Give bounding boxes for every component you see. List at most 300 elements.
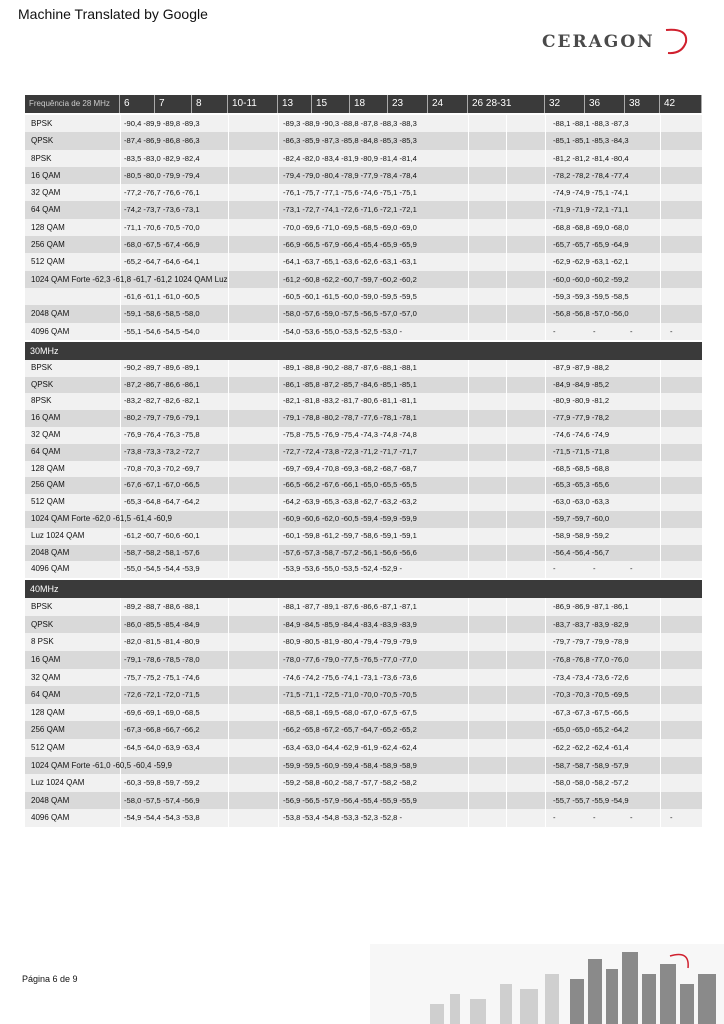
table-row — [25, 721, 702, 739]
modulation-label: 2048 QAM — [31, 309, 70, 319]
sensitivity-values-6-8ghz: -87,2 -86,7 -86,6 -86,1 — [124, 379, 200, 389]
column-divider — [660, 236, 661, 253]
column-divider — [468, 739, 469, 757]
sensitivity-values-13-23ghz: -57,6 -57,3 -58,7 -57,2 -56,1 -56,6 -56,6 — [283, 547, 417, 557]
sensitivity-values-6-8ghz: -61,6 -61,1 -61,0 -60,5 — [124, 291, 200, 301]
column-divider — [545, 219, 546, 236]
column-divider — [468, 167, 469, 184]
sensitivity-values-13-23ghz: -60,9 -60,6 -62,0 -60,5 -59,4 -59,9 -59,9 — [283, 514, 417, 524]
column-divider — [278, 132, 279, 149]
modulation-label: 2048 QAM — [31, 547, 70, 557]
column-divider — [660, 219, 661, 236]
column-divider — [468, 494, 469, 511]
column-divider — [120, 809, 121, 827]
sensitivity-values-32-38ghz: -65,3 -65,3 -65,6 — [553, 480, 610, 490]
sensitivity-values-32-38ghz: -65,0 -65,0 -65,2 -64,2 — [553, 725, 629, 735]
column-divider — [506, 219, 507, 236]
column-divider — [120, 150, 121, 167]
column-divider — [545, 393, 546, 410]
sensitivity-values-32-38ghz: -58,0 -58,0 -58,2 -57,2 — [553, 778, 629, 788]
column-divider — [506, 271, 507, 288]
column-divider — [660, 271, 661, 288]
page-number: Página 6 de 9 — [22, 974, 78, 984]
column-divider — [660, 132, 661, 149]
column-divider — [660, 360, 661, 377]
column-divider — [545, 305, 546, 322]
column-divider — [120, 545, 121, 562]
modulation-label: Luz 1024 QAM — [31, 778, 85, 788]
modulation-label: 512 QAM — [31, 497, 65, 507]
sensitivity-value-empty: - — [553, 813, 556, 823]
modulation-label: 64 QAM — [31, 446, 61, 456]
column-divider — [660, 323, 661, 340]
sensitivity-values-6-8ghz: -83,5 -83,0 -82,9 -82,4 — [124, 153, 200, 163]
sensitivity-values-13-23ghz: -79,4 -79,0 -80,4 -78,9 -77,9 -78,4 -78,4 — [283, 170, 417, 180]
sensitivity-value-empty: - — [630, 564, 633, 574]
column-divider — [120, 792, 121, 810]
column-divider — [545, 377, 546, 394]
sensitivity-values-13-23ghz: -53,9 -53,6 -55,0 -53,5 -52,4 -52,9 - — [283, 564, 403, 574]
column-divider — [506, 236, 507, 253]
column-header: 13 — [278, 95, 312, 113]
column-divider — [468, 410, 469, 427]
sensitivity-values-32-38ghz: -74,9 -74,9 -75,1 -74,1 — [553, 188, 629, 198]
column-divider — [506, 598, 507, 616]
column-divider — [545, 271, 546, 288]
column-divider — [278, 669, 279, 687]
modulation-label: BPSK — [31, 119, 53, 128]
column-divider — [228, 236, 229, 253]
column-divider — [228, 704, 229, 722]
sensitivity-values-6-8ghz: -65,2 -64,7 -64,6 -64,1 — [124, 257, 200, 267]
column-header: 7 — [155, 95, 192, 113]
column-divider — [120, 427, 121, 444]
column-divider — [660, 561, 661, 578]
column-divider — [468, 477, 469, 494]
column-divider — [660, 669, 661, 687]
sensitivity-values-6-8ghz: -61,2 -60,7 -60,6 -60,1 — [124, 530, 200, 540]
column-divider — [228, 651, 229, 669]
column-divider — [468, 323, 469, 340]
sensitivity-value-empty: - — [553, 326, 556, 336]
column-divider — [545, 427, 546, 444]
sensitivity-values-13-23ghz: -86,3 -85,9 -87,3 -85,8 -84,8 -85,3 -85,3 — [283, 136, 417, 146]
column-divider — [506, 305, 507, 322]
modulation-label: 1024 QAM Forte -61,0 -60,5 -60,4 -59,9 — [31, 760, 172, 770]
table-row — [25, 393, 702, 410]
table-row — [25, 669, 702, 687]
column-divider — [278, 792, 279, 810]
modulation-label: 512 QAM — [31, 742, 65, 752]
modulation-label: 256 QAM — [31, 240, 65, 250]
table-row — [25, 704, 702, 722]
column-divider — [660, 757, 661, 775]
column-divider — [278, 561, 279, 578]
column-divider — [660, 477, 661, 494]
column-divider — [120, 461, 121, 478]
column-divider — [120, 236, 121, 253]
sensitivity-values-13-23ghz: -80,9 -80,5 -81,9 -80,4 -79,4 -79,9 -79,9 — [283, 637, 417, 647]
column-divider — [278, 167, 279, 184]
modulation-label: 128 QAM — [31, 707, 65, 717]
column-divider — [120, 598, 121, 616]
column-divider — [278, 616, 279, 634]
sensitivity-values-6-8ghz: -75,7 -75,2 -75,1 -74,6 — [124, 672, 200, 682]
sensitivity-values-32-38ghz: -56,8 -56,8 -57,0 -56,0 — [553, 309, 629, 319]
column-divider — [545, 651, 546, 669]
column-divider — [660, 792, 661, 810]
sensitivity-values-32-38ghz: -63,0 -63,0 -63,3 — [553, 497, 610, 507]
column-divider — [545, 669, 546, 687]
column-divider — [660, 150, 661, 167]
table-row — [25, 545, 702, 562]
column-divider — [228, 201, 229, 218]
modulation-label: 256 QAM — [31, 725, 65, 735]
table-row — [25, 616, 702, 634]
column-divider — [278, 253, 279, 270]
column-divider — [506, 651, 507, 669]
sensitivity-values-6-8ghz: -77,2 -76,7 -76,6 -76,1 — [124, 188, 200, 198]
column-divider — [545, 528, 546, 545]
column-divider — [120, 477, 121, 494]
column-divider — [506, 721, 507, 739]
column-divider — [228, 461, 229, 478]
modulation-label: 1024 QAM Forte -62,0 -61,5 -61,4 -60,9 — [31, 514, 172, 524]
column-divider — [545, 150, 546, 167]
table-row — [25, 271, 702, 288]
column-divider — [660, 410, 661, 427]
column-divider — [506, 809, 507, 827]
column-divider — [278, 704, 279, 722]
column-divider — [506, 132, 507, 149]
column-divider — [468, 792, 469, 810]
column-divider — [506, 704, 507, 722]
sensitivity-values-13-23ghz: -86,1 -85,8 -87,2 -85,7 -84,6 -85,1 -85,1 — [283, 379, 417, 389]
column-divider — [545, 288, 546, 305]
table-row — [25, 167, 702, 184]
column-divider — [468, 288, 469, 305]
column-divider — [120, 669, 121, 687]
table-row — [25, 461, 702, 478]
sensitivity-values-32-38ghz: -74,6 -74,6 -74,9 — [553, 430, 610, 440]
column-header: 18 — [350, 95, 388, 113]
sensitivity-values-32-38ghz: -55,7 -55,7 -55,9 -54,9 — [553, 795, 629, 805]
table-row — [25, 184, 702, 201]
sensitivity-values-6-8ghz: -74,2 -73,7 -73,6 -73,1 — [124, 205, 200, 215]
modulation-label: 512 QAM — [31, 257, 65, 267]
column-divider — [468, 219, 469, 236]
modulation-label: QPSK — [31, 136, 54, 146]
column-divider — [660, 616, 661, 634]
column-divider — [506, 477, 507, 494]
sensitivity-values-6-8ghz: -79,1 -78,6 -78,5 -78,0 — [124, 655, 200, 664]
sensitivity-values-32-38ghz: -71,5 -71,5 -71,8 — [553, 446, 610, 456]
sensitivity-values-32-38ghz: -81,2 -81,2 -81,4 -80,4 — [553, 153, 629, 163]
column-divider — [278, 477, 279, 494]
column-divider — [278, 115, 279, 132]
table-row — [25, 598, 702, 616]
logo-text: CERAGON — [542, 32, 655, 52]
sensitivity-values-13-23ghz: -76,1 -75,7 -77,1 -75,6 -74,6 -75,1 -75,1 — [283, 188, 417, 198]
sensitivity-values-13-23ghz: -58,0 -57,6 -59,0 -57,5 -56,5 -57,0 -57,0 — [283, 309, 417, 319]
column-divider — [660, 377, 661, 394]
column-divider — [228, 410, 229, 427]
column-divider — [278, 633, 279, 651]
table-row — [25, 477, 702, 494]
sensitivity-values-32-38ghz: -73,4 -73,4 -73,6 -72,6 — [553, 672, 629, 682]
city-skyline-image — [370, 944, 724, 1024]
column-divider — [660, 809, 661, 827]
column-divider — [506, 201, 507, 218]
sensitivity-values-32-38ghz: -78,2 -78,2 -78,4 -77,4 — [553, 170, 629, 180]
column-divider — [545, 774, 546, 792]
modulation-label: 32 QAM — [31, 672, 61, 682]
column-divider — [506, 360, 507, 377]
sensitivity-value-empty: - — [630, 326, 633, 336]
column-divider — [506, 115, 507, 132]
sensitivity-values-32-38ghz: -71,9 -71,9 -72,1 -71,1 — [553, 205, 629, 215]
sensitivity-values-13-23ghz: -53,8 -53,4 -54,8 -53,3 -52,3 -52,8 - — [283, 813, 403, 823]
column-divider — [660, 721, 661, 739]
modulation-label: 64 QAM — [31, 690, 61, 700]
sensitivity-values-32-38ghz: -68,8 -68,8 -69,0 -68,0 — [553, 222, 629, 232]
column-divider — [468, 669, 469, 687]
column-divider — [545, 704, 546, 722]
modulation-label: 16 QAM — [31, 655, 61, 664]
sensitivity-values-13-23ghz: -66,2 -65,8 -67,2 -65,7 -64,7 -65,2 -65,2 — [283, 725, 417, 735]
column-divider — [468, 633, 469, 651]
column-divider — [278, 323, 279, 340]
modulation-label: 4096 QAM — [31, 564, 70, 574]
column-divider — [278, 686, 279, 704]
sensitivity-values-32-38ghz: -80,9 -80,9 -81,2 — [553, 396, 610, 406]
column-divider — [660, 393, 661, 410]
column-divider — [278, 651, 279, 669]
column-divider — [278, 410, 279, 427]
sensitivity-values-6-8ghz: -55,1 -54,6 -54,5 -54,0 — [124, 326, 200, 336]
modulation-label: 128 QAM — [31, 222, 65, 232]
column-divider — [468, 528, 469, 545]
column-divider — [660, 545, 661, 562]
column-divider — [278, 271, 279, 288]
sensitivity-values-32-38ghz: -62,9 -62,9 -63,1 -62,1 — [553, 257, 629, 267]
modulation-label: 16 QAM — [31, 413, 61, 423]
sensitivity-values-6-8ghz: -60,3 -59,8 -59,7 -59,2 — [124, 778, 200, 788]
column-divider — [228, 305, 229, 322]
column-divider — [545, 561, 546, 578]
modulation-label: 4096 QAM — [31, 326, 70, 336]
column-divider — [228, 360, 229, 377]
table-header — [25, 95, 702, 113]
sensitivity-values-6-8ghz: -67,3 -66,8 -66,7 -66,2 — [124, 725, 200, 735]
column-divider — [120, 115, 121, 132]
sensitivity-values-6-8ghz: -70,8 -70,3 -70,2 -69,7 — [124, 463, 200, 473]
column-divider — [506, 494, 507, 511]
column-header: 6 — [120, 95, 155, 113]
column-divider — [468, 721, 469, 739]
modulation-label: BPSK — [31, 602, 53, 612]
column-divider — [545, 598, 546, 616]
column-divider — [506, 323, 507, 340]
table-row — [25, 201, 702, 218]
column-divider — [468, 757, 469, 775]
table-row — [25, 360, 702, 377]
column-divider — [120, 774, 121, 792]
column-divider — [120, 360, 121, 377]
modulation-label: BPSK — [31, 362, 53, 372]
column-divider — [506, 528, 507, 545]
column-divider — [506, 253, 507, 270]
column-divider — [120, 651, 121, 669]
column-divider — [506, 184, 507, 201]
sensitivity-values-13-23ghz: -59,2 -58,8 -60,2 -58,7 -57,7 -58,2 -58,2 — [283, 778, 417, 788]
column-divider — [660, 461, 661, 478]
column-divider — [468, 461, 469, 478]
table-row — [25, 528, 702, 545]
table-row — [25, 377, 702, 394]
modulation-label: 32 QAM — [31, 430, 61, 440]
column-divider — [120, 721, 121, 739]
sensitivity-values-32-38ghz: -62,2 -62,2 -62,4 -61,4 — [553, 742, 629, 752]
modulation-label: 64 QAM — [31, 205, 61, 215]
column-divider — [228, 774, 229, 792]
sensitivity-values-32-38ghz: -56,4 -56,4 -56,7 — [553, 547, 610, 557]
column-divider — [506, 633, 507, 651]
column-divider — [506, 461, 507, 478]
column-divider — [228, 528, 229, 545]
table-row — [25, 792, 702, 810]
sensitivity-values-32-38ghz: -59,7 -59,7 -60,0 — [553, 514, 610, 524]
column-divider — [228, 219, 229, 236]
sensitivity-values-32-38ghz: -68,5 -68,5 -68,8 — [553, 463, 610, 473]
column-divider — [468, 561, 469, 578]
column-divider — [468, 444, 469, 461]
sensitivity-values-32-38ghz: -60,0 -60,0 -60,2 -59,2 — [553, 274, 629, 284]
column-divider — [228, 561, 229, 578]
table-row — [25, 410, 702, 427]
column-divider — [545, 410, 546, 427]
column-divider — [660, 288, 661, 305]
column-divider — [278, 528, 279, 545]
table-row — [25, 686, 702, 704]
column-divider — [660, 651, 661, 669]
table-row — [25, 115, 702, 132]
column-divider — [468, 236, 469, 253]
sensitivity-values-13-23ghz: -61,2 -60,8 -62,2 -60,7 -59,7 -60,2 -60,2 — [283, 274, 417, 284]
sensitivity-values-13-23ghz: -88,1 -87,7 -89,1 -87,6 -86,6 -87,1 -87,1 — [283, 602, 417, 612]
sensitivity-value-empty: - — [630, 813, 633, 823]
sensitivity-values-13-23ghz: -71,5 -71,1 -72,5 -71,0 -70,0 -70,5 -70,5 — [283, 690, 417, 700]
column-divider — [278, 511, 279, 528]
column-header: 42 — [660, 95, 702, 113]
table-row — [25, 305, 702, 322]
sensitivity-value-empty: - — [593, 326, 596, 336]
column-divider — [120, 132, 121, 149]
column-divider — [506, 774, 507, 792]
column-divider — [660, 201, 661, 218]
table-row — [25, 444, 702, 461]
column-divider — [228, 545, 229, 562]
ceragon-logo — [542, 26, 692, 56]
column-divider — [545, 167, 546, 184]
column-divider — [545, 757, 546, 775]
column-divider — [506, 511, 507, 528]
machine-translation-banner: Machine Translated by Google — [18, 6, 208, 22]
table-row — [25, 739, 702, 757]
column-divider — [468, 201, 469, 218]
column-divider — [120, 444, 121, 461]
column-divider — [506, 757, 507, 775]
sensitivity-values-13-23ghz: -74,6 -74,2 -75,6 -74,1 -73,1 -73,6 -73,6 — [283, 672, 417, 682]
column-divider — [120, 377, 121, 394]
sensitivity-values-6-8ghz: -68,0 -67,5 -67,4 -66,9 — [124, 240, 200, 250]
column-divider — [660, 427, 661, 444]
sensitivity-values-13-23ghz: -84,9 -84,5 -85,9 -84,4 -83,4 -83,9 -83,9 — [283, 619, 417, 629]
column-divider — [228, 721, 229, 739]
column-divider — [228, 288, 229, 305]
sensitivity-values-6-8ghz: -76,9 -76,4 -76,3 -75,8 — [124, 430, 200, 440]
table-row — [25, 236, 702, 253]
column-divider — [660, 253, 661, 270]
column-divider — [545, 809, 546, 827]
sensitivity-value-empty: - — [670, 813, 673, 823]
column-divider — [120, 633, 121, 651]
sensitivity-value-empty: - — [670, 326, 673, 336]
sensitivity-values-13-23ghz: -66,5 -66,2 -67,6 -66,1 -65,0 -65,5 -65,5 — [283, 480, 417, 490]
sensitivity-values-6-8ghz: -90,2 -89,7 -89,6 -89,1 — [124, 362, 200, 372]
column-divider — [468, 360, 469, 377]
column-divider — [660, 115, 661, 132]
sensitivity-values-6-8ghz: -69,6 -69,1 -69,0 -68,5 — [124, 707, 200, 717]
column-divider — [468, 393, 469, 410]
sensitivity-values-13-23ghz: -54,0 -53,6 -55,0 -53,5 -52,5 -53,0 - — [283, 326, 403, 336]
column-divider — [660, 511, 661, 528]
table-row — [25, 219, 702, 236]
table-row — [25, 757, 702, 775]
column-divider — [468, 305, 469, 322]
modulation-label: 1024 QAM Forte -62,3 -61,8 -61,7 -61,2 1024 QAM Luz — [31, 274, 228, 284]
sensitivity-values-6-8ghz: -86,0 -85,5 -85,4 -84,9 — [124, 619, 200, 629]
column-divider — [468, 545, 469, 562]
column-divider — [278, 219, 279, 236]
column-divider — [545, 616, 546, 634]
column-divider — [278, 757, 279, 775]
sensitivity-values-32-38ghz: -88,1 -88,1 -88,3 -87,3 — [553, 119, 629, 128]
column-divider — [545, 545, 546, 562]
column-divider — [120, 704, 121, 722]
sensitivity-value-empty: - — [593, 564, 596, 574]
sensitivity-values-13-23ghz: -78,0 -77,6 -79,0 -77,5 -76,5 -77,0 -77,0 — [283, 655, 417, 664]
table-row — [25, 253, 702, 270]
column-divider — [228, 115, 229, 132]
column-divider — [120, 305, 121, 322]
column-divider — [468, 511, 469, 528]
column-divider — [278, 427, 279, 444]
column-divider — [120, 494, 121, 511]
modulation-label: 32 QAM — [31, 188, 61, 198]
column-divider — [278, 721, 279, 739]
column-divider — [228, 323, 229, 340]
sensitivity-values-6-8ghz: -80,5 -80,0 -79,9 -79,4 — [124, 170, 200, 180]
column-divider — [468, 184, 469, 201]
column-divider — [228, 444, 229, 461]
column-divider — [120, 739, 121, 757]
sensitivity-values-32-38ghz: -77,9 -77,9 -78,2 — [553, 413, 610, 423]
column-header: 8 — [192, 95, 228, 113]
column-divider — [468, 686, 469, 704]
sensitivity-values-32-38ghz: -70,3 -70,3 -70,5 -69,5 — [553, 690, 629, 700]
modulation-label: Luz 1024 QAM — [31, 530, 85, 540]
